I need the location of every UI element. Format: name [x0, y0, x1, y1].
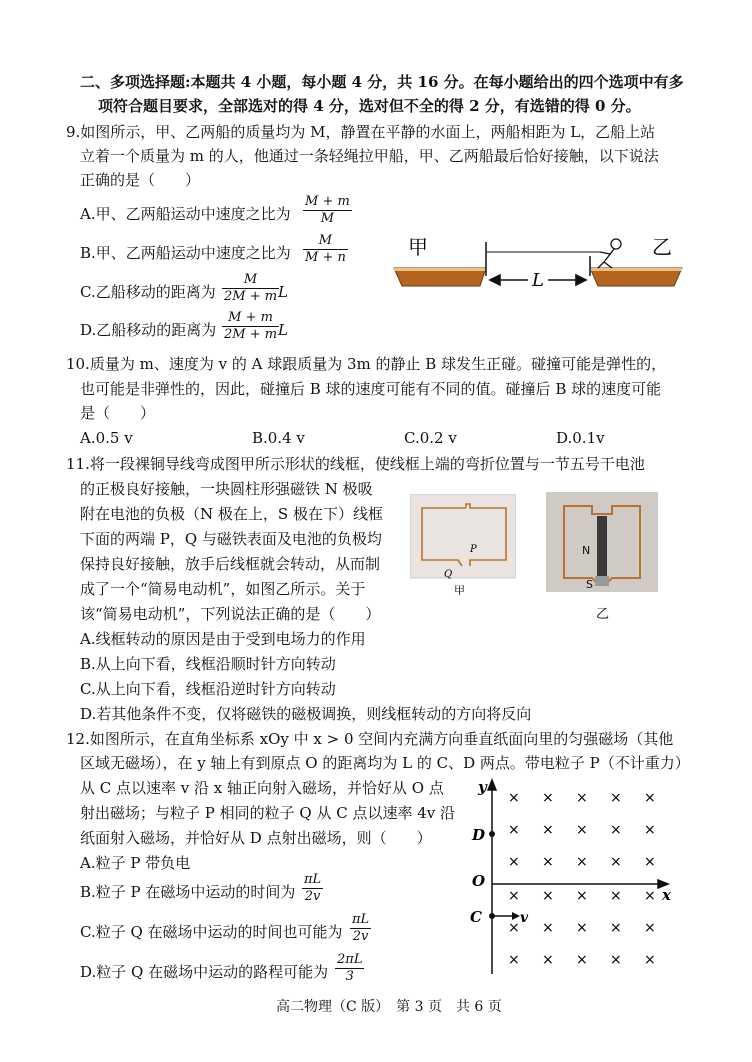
field-cross-mark: × [508, 854, 520, 870]
q10-option-c: C.0.2 v [404, 429, 457, 447]
q12-option-d: D.粒子 Q 在磁场中运动的路程可能为 [80, 963, 329, 981]
q11-label-jia: 甲 [454, 584, 465, 597]
q12-option-c: C.粒子 Q 在磁场中运动的时间也可能为 [80, 923, 343, 941]
boat-jia [394, 268, 486, 286]
q11-option-a: A.线框转动的原因是由于受到电场力的作用 [80, 630, 366, 648]
q9-option-a: A.甲、乙两船运动中速度之比为 [80, 205, 291, 223]
field-cross-mark: × [610, 952, 622, 968]
x-axis-label: x [662, 886, 671, 904]
q12-stem-line1: 12.如图所示，在直角坐标系 xOy 中 x > 0 空间内充满方向垂直纸面向里的匀强磁场（其他 [66, 730, 674, 748]
field-cross-mark: × [576, 854, 588, 870]
q9-stem-line2: 立着一个质量为 m 的人，他通过一条轻绳拉甲船，甲、乙两船最后恰好接触，以下说法 [80, 147, 659, 165]
field-cross-mark: × [576, 920, 588, 936]
q11-photo-yi [546, 492, 658, 630]
field-cross-mark: × [542, 822, 554, 838]
q11-label-P: P [470, 544, 477, 555]
q11-label-Q: Q [444, 569, 453, 580]
q9-label-jia: 甲 [408, 235, 428, 259]
person-figure [598, 239, 621, 268]
point-D-label: D [472, 826, 486, 844]
section-heading-line1: 二、多项选择题:本题共 4 小题，每小题 4 分，共 16 分。在每小题给出的四个选项中有多 [80, 73, 684, 91]
battery [597, 516, 607, 576]
q9-b-numerator: M [303, 233, 348, 250]
field-cross-mark: × [508, 822, 520, 838]
q10-option-a: A.0.5 v [80, 429, 133, 447]
field-cross-mark: × [644, 854, 656, 870]
boat-yi [590, 268, 682, 286]
field-cross-mark: × [610, 888, 622, 904]
q12-option-a: A.粒子 P 带负电 [80, 854, 191, 872]
q9-d-numerator: M + m [222, 310, 279, 327]
q9-c-tail: L [278, 283, 288, 301]
q9-c-numerator: M [222, 272, 279, 289]
q9-a-denominator: M [320, 211, 335, 226]
q10-stem-line3: 是（ ） [80, 404, 156, 422]
q12-c-numerator: πL [352, 912, 370, 927]
q9-boats-figure [390, 228, 690, 300]
field-cross-mark: × [610, 790, 622, 806]
field-cross-mark: × [644, 888, 656, 904]
q11-label-N: N [582, 544, 591, 557]
velocity-label: v [520, 910, 529, 926]
q11-stem-line6: 成了一个“简易电动机”，如图乙所示。关于 [80, 580, 366, 598]
q12-stem-line3: 从 C 点以速率 v 沿 x 轴正向射入磁场，并恰好从 O 点 [80, 779, 444, 797]
q9-option-a-fraction [303, 194, 352, 227]
field-cross-mark: × [542, 888, 554, 904]
field-cross-mark: × [610, 854, 622, 870]
q11-stem-line3: 附在电池的负极（N 极在上，S 极在下）线框 [80, 505, 383, 523]
q11-photo-jia [410, 494, 516, 600]
q12-stem-line2: 区域无磁场），在 y 轴上有到原点 O 的距离均为 L 的 C、D 两点。带电粒子 P（不计重力） [80, 754, 690, 772]
q9-b-denominator: M + n [305, 250, 346, 265]
q12-stem-line4: 射出磁场；与粒子 P 相同的粒子 Q 从 C 点以速率 4v 沿 [80, 804, 456, 822]
distance-label-L: L [532, 270, 544, 291]
q12-b-denominator: 2v [304, 889, 321, 904]
q9-option-c: C.乙船移动的距离为 [80, 283, 216, 301]
q9-option-d: D.乙船移动的距离为 [80, 321, 217, 339]
field-cross-mark: × [542, 854, 554, 870]
point-D [489, 831, 495, 837]
field-cross-mark: × [610, 920, 622, 936]
q12-d-denominator: 3 [345, 969, 354, 984]
origin-label: O [472, 872, 486, 890]
velocity-arrow-head [512, 912, 520, 920]
field-cross-mark: × [576, 790, 588, 806]
q12-b-numerator: πL [304, 872, 322, 887]
q11-stem-line4: 下面的两端 P，Q 与磁铁表面及电池的负极均 [80, 530, 382, 548]
field-cross-mark: × [576, 952, 588, 968]
q12-option-c-fraction [350, 912, 371, 945]
q12-option-b-fraction [302, 872, 323, 905]
section-heading-line2: 项符合题目要求，全部选对的得 4 分，选对但不全的得 2 分，有选错的得 0 分。 [98, 97, 641, 115]
field-cross-mark: × [644, 822, 656, 838]
y-axis-arrow [488, 780, 496, 790]
y-axis-label: y [478, 778, 487, 796]
field-cross-mark: × [508, 952, 520, 968]
point-C-label: C [470, 908, 482, 926]
q12-c-denominator: 2v [352, 929, 369, 944]
field-cross-mark: × [542, 920, 554, 936]
q9-option-c-fraction [222, 272, 279, 305]
q11-label-S: S [586, 578, 593, 591]
q9-stem-line1: 9.如图所示，甲、乙两船的质量均为 M，静置在平静的水面上，两船相距为 L，乙船上站 [66, 123, 656, 141]
q9-a-numerator: M + m [305, 194, 350, 209]
page-footer: 高二物理（C 版） 第 3 页 共 6 页 [276, 999, 502, 1015]
field-cross-mark: × [644, 952, 656, 968]
q10-option-b: B.0.4 v [252, 429, 305, 447]
q9-d-denominator: 2M + m [224, 327, 278, 342]
q9-option-b-fraction [303, 233, 348, 266]
q9-stem-line3: 正确的是（ ） [80, 171, 201, 189]
field-cross-mark: × [508, 920, 520, 936]
q12-option-d-fraction [335, 952, 364, 985]
magnet [595, 576, 609, 586]
field-cross-mark: × [542, 952, 554, 968]
q11-option-c: C.从上向下看，线框沿逆时针方向转动 [80, 680, 336, 698]
q11-option-b: B.从上向下看，线框沿顺时针方向转动 [80, 655, 336, 673]
q9-option-b: B.甲、乙两船运动中速度之比为 [80, 244, 291, 262]
q9-label-yi: 乙 [652, 235, 672, 259]
q10-stem-line1: 10.质量为 m、速度为 v 的 A 球跟质量为 3m 的静止 B 球发生正碰。碰撞可能是弹性的， [66, 355, 667, 373]
q11-stem-line2: 的正极良好接触，一块圆柱形强磁铁 N 极吸 [80, 480, 373, 498]
q9-c-denominator: 2M + m [224, 289, 278, 304]
q12-d-numerator: 2πL [337, 952, 363, 967]
field-cross-mark: × [610, 822, 622, 838]
magnetic-field-marks [508, 790, 656, 968]
field-cross-mark: × [576, 822, 588, 838]
q12-magnetic-field-figure [462, 774, 682, 984]
q10-option-d: D.0.1v [556, 429, 605, 447]
q11-stem-line5: 保持良好接触，放手后线框就会转动，从而制 [80, 555, 381, 573]
q9-d-tail: L [278, 321, 288, 339]
field-cross-mark: × [542, 790, 554, 806]
q12-option-b: B.粒子 P 在磁场中运动的时间为 [80, 883, 296, 901]
field-cross-mark: × [508, 790, 520, 806]
q12-stem-line5: 纸面射入磁场，并恰好从 D 点射出磁场，则（ ） [80, 829, 432, 847]
q10-stem-line2: 也可能是非弹性的，因此，碰撞后 B 球的速度可能有不同的值。碰撞后 B 球的速度可能 [80, 380, 662, 398]
field-cross-mark: × [508, 888, 520, 904]
q11-label-yi: 乙 [596, 607, 610, 622]
q11-option-d: D.若其他条件不变，仅将磁铁的磁极调换，则线框转动的方向将反向 [80, 705, 532, 723]
q11-stem-line7: 该“简易电动机”，下列说法正确的是（ ） [80, 605, 381, 623]
field-cross-mark: × [576, 888, 588, 904]
q9-option-d-fraction [222, 310, 279, 343]
field-cross-mark: × [644, 920, 656, 936]
q11-stem-line1: 11.将一段裸铜导线弯成图甲所示形状的线框，使线框上端的弯折位置与一节五号干电池 [66, 455, 645, 473]
field-cross-mark: × [644, 790, 656, 806]
